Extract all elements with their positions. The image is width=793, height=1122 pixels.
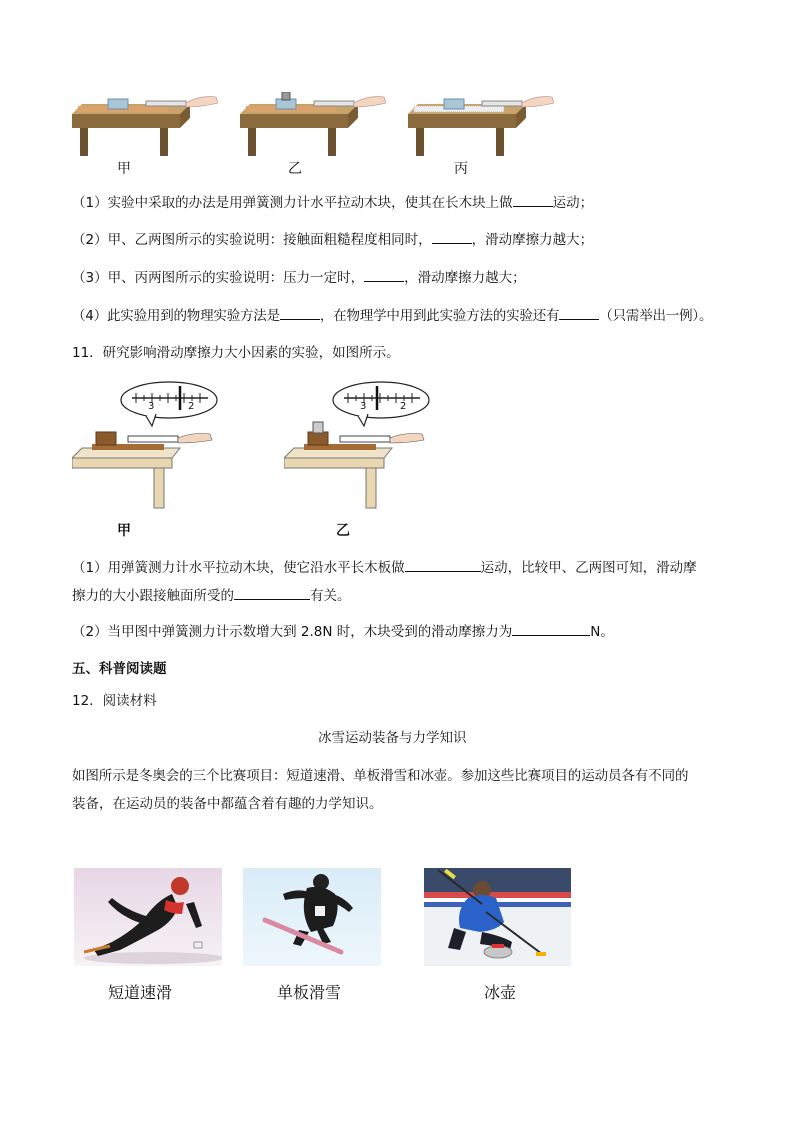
speed-skater-image [74,868,222,966]
spring-scale-setup-illustration [72,378,222,510]
scale-label-a-left: 3 [148,401,155,412]
q10-part4-text: （4）此实验用到的物理实验方法是 [72,308,280,324]
fig1-panel-c [408,92,558,158]
q11-part1-text: （1）用弹簧测力计水平拉动木块，使它沿水平长木板做 [72,560,405,576]
q10-part4-middle: ，在物理学中用到此实验方法的实验还有 [319,308,560,324]
q10-part3 [72,267,526,288]
fig1-caption-b: 乙 [288,161,302,177]
fig2-panel-b [284,378,434,510]
answer-blank[interactable] [234,585,310,600]
q11-part1-suffix: 运动，比较甲、乙两图可知，滑动摩 [480,560,697,576]
q11-part2 [72,621,614,642]
q10-part3-suffix: ，滑动摩擦力越大； [404,270,526,286]
q10-part1-text: （1）实验中采取的办法是用弹簧测力计水平拉动木块，使其在长木块上做 [72,195,513,211]
q10-part4-suffix: （只需举出一例）。 [599,308,713,324]
q10-part2-suffix: ，滑动摩擦力越大； [471,232,594,248]
fig2-caption-b: 乙 [336,523,350,539]
answer-blank[interactable] [513,192,553,207]
snowboarder-image [243,868,381,966]
article-title: 冰雪运动装备与力学知识 [318,730,467,746]
scale-label-a-right: 2 [188,401,195,412]
q11-part2-suffix: N。 [590,624,614,640]
friction-apparatus-weight-illustration [240,92,390,158]
q10-part1-suffix: 运动； [552,195,594,211]
answer-blank[interactable] [364,267,404,282]
photo-curling [424,868,571,966]
curler-image [424,868,571,966]
section-title: 五、科普阅读题 [72,661,167,677]
answer-blank[interactable] [432,229,472,244]
article-paragraph-line2: 装备，在运动员的装备中都蕴含着有趣的力学知识。 [72,796,383,812]
q11-part1b-suffix: 有关。 [310,588,351,604]
q10-part4 [72,305,712,326]
photo-short-track [74,868,222,966]
fig1-caption-c: 丙 [454,161,468,177]
q10-part2-text: （2）甲、乙两图所示的实验说明：接触面粗糙程度相同时， [72,232,432,248]
q11-part1b-text: 擦力的大小跟接触面所受的 [72,588,234,604]
photo-caption-short-track: 短道速滑 [108,983,173,1002]
friction-apparatus-towel-illustration [408,92,558,158]
fig1-caption-a: 甲 [117,161,131,177]
fig2-caption-a: 甲 [117,523,131,539]
friction-apparatus-illustration [72,92,222,158]
answer-blank[interactable] [559,305,599,320]
scale-label-b-right: 2 [400,401,407,412]
article-paragraph-line1: 如图所示是冬奥会的三个比赛项目：短道速滑、单板滑雪和冰壶。参加这些比赛项目的运动员各有不同的 [72,768,689,784]
photo-caption-curling: 冰壶 [484,983,517,1002]
q11-stem: 11．研究影响滑动摩擦力大小因素的实验，如图所示。 [72,345,400,361]
answer-blank[interactable] [512,621,590,636]
q12-stem: 12．阅读材料 [72,693,157,709]
fig1-panel-a [72,92,222,158]
q11-part1-line2 [72,585,351,606]
spring-scale-setup-weight-illustration [284,378,434,510]
q11-part1-line1 [72,557,697,578]
answer-blank[interactable] [405,557,481,572]
fig1-panel-b [240,92,390,158]
answer-blank[interactable] [280,305,320,320]
q10-part2 [72,229,593,250]
fig2-panel-a [72,378,222,510]
q11-part2-text: （2）当甲图中弹簧测力计示数增大到 2.8N 时，木块受到的滑动摩擦力为 [72,624,513,640]
q10-part1 [72,192,593,213]
scale-label-b-left: 3 [360,401,367,412]
photo-snowboard [243,868,381,966]
photo-caption-snowboard: 单板滑雪 [277,983,342,1002]
q10-part3-text: （3）甲、丙两图所示的实验说明：压力一定时， [72,270,365,286]
